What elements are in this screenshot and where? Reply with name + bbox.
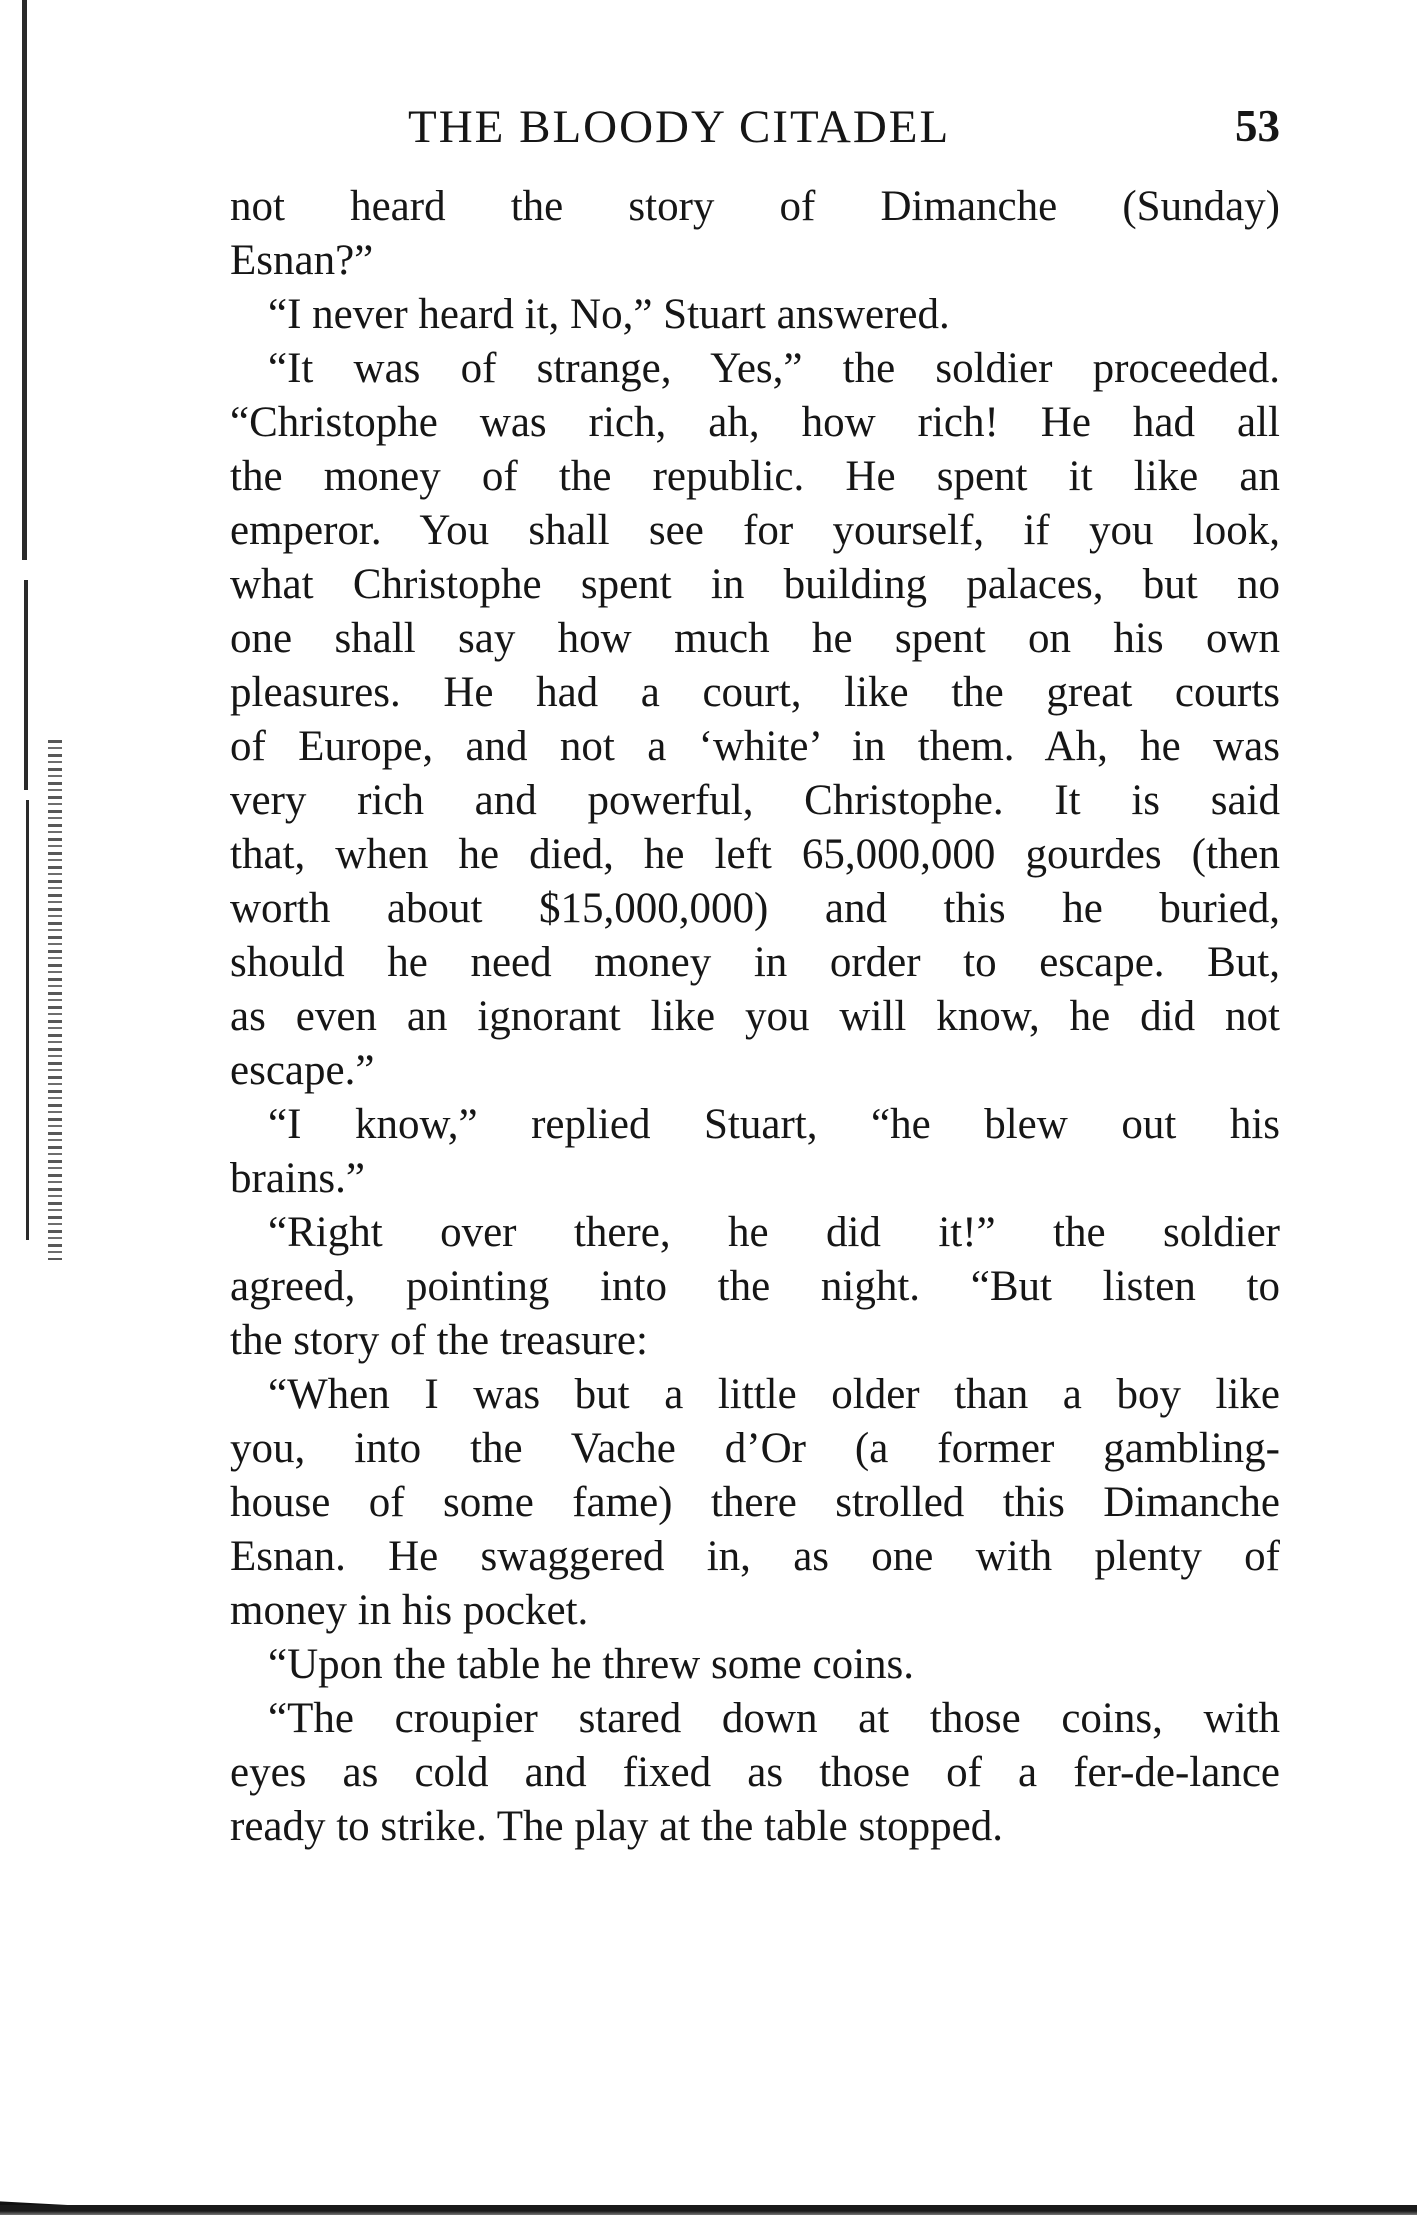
text-line: escape.” bbox=[230, 1047, 375, 1094]
page-header bbox=[230, 100, 1280, 160]
text-line: worth about $15,000,000) and this he buried, bbox=[230, 885, 1280, 932]
running-title: THE BLOODY CITADEL bbox=[408, 101, 951, 153]
text-line: “It was of strange, Yes,” the soldier proceeded. bbox=[268, 345, 1280, 392]
binding-edge bbox=[22, 0, 27, 560]
text-line: “The croupier stared down at those coins, with bbox=[268, 1695, 1280, 1742]
page-gutter-speckle bbox=[48, 740, 62, 1260]
text-line: “Christophe was rich, ah, how rich! He had all bbox=[230, 399, 1280, 446]
text-line: as even an ignorant like you will know, he did not bbox=[230, 993, 1280, 1040]
binding-edge-lowest bbox=[26, 800, 29, 1240]
text-line: money in his pocket. bbox=[230, 1587, 589, 1634]
text-line: Esnan. He swaggered in, as one with plenty of bbox=[230, 1533, 1280, 1580]
text-line: not heard the story of Dimanche (Sunday) bbox=[230, 183, 1280, 230]
text-line: pleasures. He had a court, like the great courts bbox=[230, 669, 1280, 716]
text-line: what Christophe spent in building palaces, but no bbox=[230, 561, 1280, 608]
text-line: the story of the treasure: bbox=[230, 1317, 648, 1364]
page-number: 53 bbox=[1235, 101, 1280, 151]
footer-rule bbox=[0, 2205, 1417, 2215]
text-line: house of some fame) there strolled this Dimanche bbox=[230, 1479, 1280, 1526]
text-line: should he need money in order to escape. But, bbox=[230, 939, 1280, 986]
text-line: “Upon the table he threw some coins. bbox=[268, 1641, 915, 1688]
text-line: emperor. You shall see for yourself, if you look, bbox=[230, 507, 1280, 554]
text-line: agreed, pointing into the night. “But listen to bbox=[230, 1263, 1280, 1310]
body-text bbox=[230, 180, 1280, 1854]
text-line: “When I was but a little older than a boy like bbox=[268, 1371, 1280, 1418]
text-line: that, when he died, he left 65,000,000 gourdes (then bbox=[230, 831, 1280, 878]
text-line: “I know,” replied Stuart, “he blew out his bbox=[268, 1101, 1280, 1148]
text-line: brains.” bbox=[230, 1155, 365, 1202]
binding-edge-lower bbox=[24, 580, 28, 790]
text-line: Esnan?” bbox=[230, 237, 374, 284]
text-line: you, into the Vache d’Or (a former gambling- bbox=[230, 1425, 1280, 1472]
text-line: of Europe, and not a ‘white’ in them. Ah, he was bbox=[230, 723, 1280, 770]
text-line: ready to strike. The play at the table stopped. bbox=[230, 1803, 1003, 1850]
text-line: “I never heard it, No,” Stuart answered. bbox=[268, 291, 950, 338]
text-line: the money of the republic. He spent it like an bbox=[230, 453, 1280, 500]
text-line: one shall say how much he spent on his own bbox=[230, 615, 1280, 662]
text-line: eyes as cold and fixed as those of a fer-de-lance bbox=[230, 1749, 1280, 1796]
text-line: “Right over there, he did it!” the soldier bbox=[268, 1209, 1280, 1256]
text-line: very rich and powerful, Christophe. It is said bbox=[230, 777, 1280, 824]
